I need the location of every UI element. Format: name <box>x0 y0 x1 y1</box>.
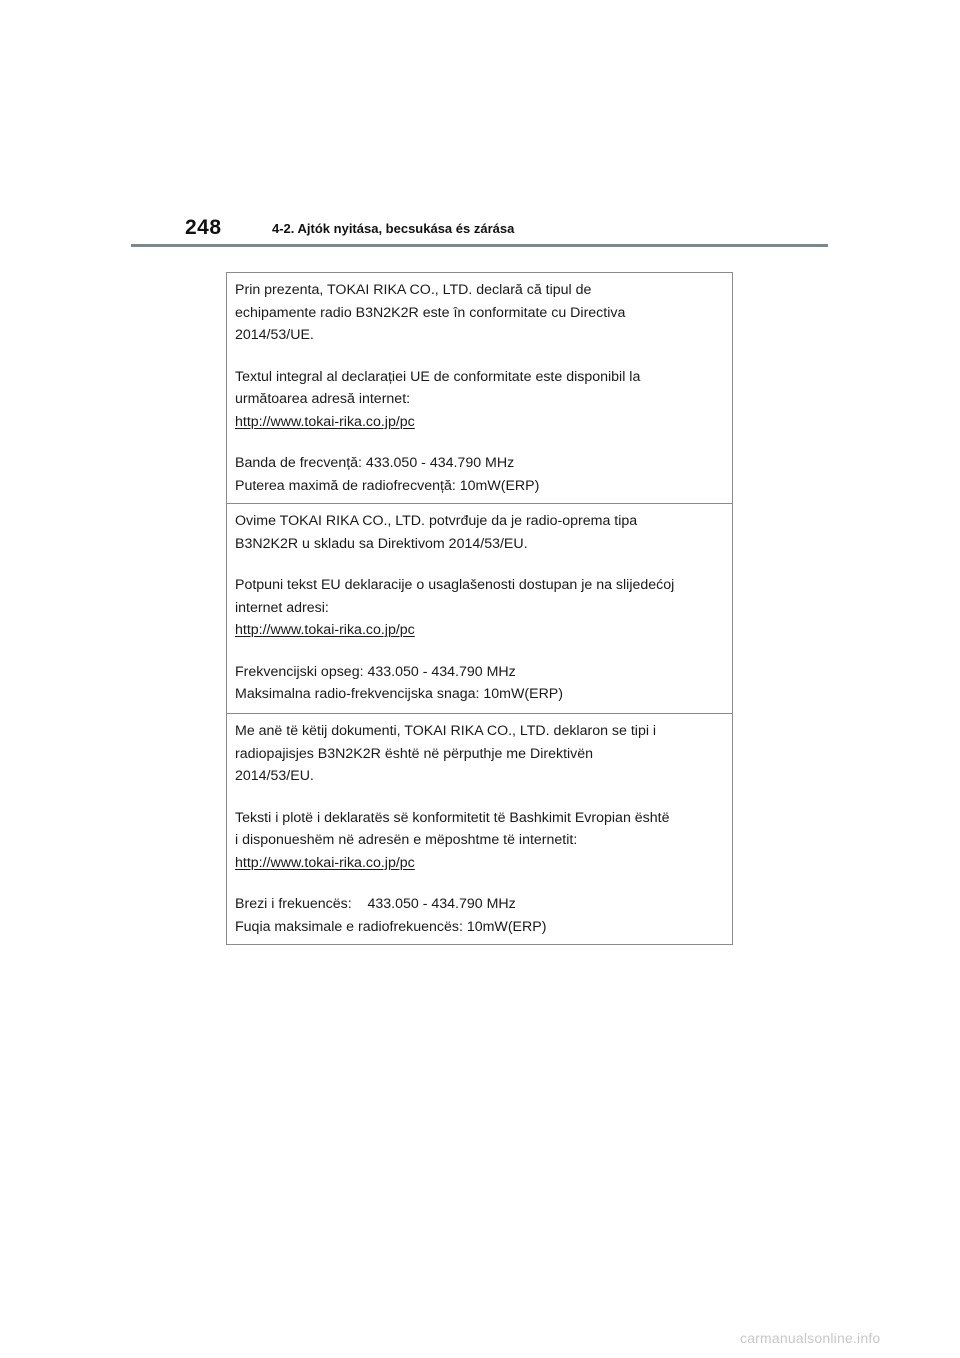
frequency-band-line: Brezi i frekuencës: 433.050 - 434.790 MHz <box>235 896 516 912</box>
header-divider <box>131 244 828 247</box>
declaration-section-albanian <box>227 714 732 944</box>
declaration-line: B3N2K2R u skladu sa Direktivom 2014/53/EU. <box>235 535 528 552</box>
declaration-box <box>226 272 733 945</box>
declaration-line: 2014/53/EU. <box>235 768 314 784</box>
declaration-line: Prin prezenta, TOKAI RIKA CO., LTD. declară că tipul de <box>235 282 592 298</box>
availability-line: următoarea adresă internet: <box>235 391 411 407</box>
declaration-url-link[interactable]: http://www.tokai-rika.co.jp/pc <box>235 622 415 638</box>
declaration-line: echipamente radio B3N2K2R este în conformitate cu Directiva <box>235 304 626 321</box>
declaration-url-link[interactable]: http://www.tokai-rika.co.jp/pc <box>235 413 415 430</box>
frequency-band-line: Banda de frecvență: 433.050 - 434.790 MHz <box>235 455 515 471</box>
section-title: 4-2. Ajtók nyitása, becsukása és zárása <box>272 221 515 236</box>
max-power-line: Maksimalna radio-frekvencijska snaga: 10mW(ERP) <box>235 686 563 702</box>
page-number: 248 <box>185 216 222 239</box>
availability-line: Teksti i plotë i deklaratës së konformitetit të Bashkimit Evropian është <box>235 809 670 826</box>
declaration-section-romanian <box>227 273 732 504</box>
declaration-line: Ovime TOKAI RIKA CO., LTD. potvrđuje da je radio-oprema tipa <box>235 513 638 529</box>
max-power-line: Fuqia maksimale e radiofrekuencës: 10mW(ERP) <box>235 918 547 935</box>
availability-line: i disponueshëm në adresën e mëposhtme të internetit: <box>235 832 578 848</box>
max-power-line: Puterea maximă de radiofrecvență: 10mW(ERP) <box>235 477 540 494</box>
availability-line: Textul integral al declarației UE de conformitate este disponibil la <box>235 368 641 385</box>
declaration-url-link[interactable]: http://www.tokai-rika.co.jp/pc <box>235 854 415 871</box>
declaration-line: Me anë të këtij dokumenti, TOKAI RIKA CO., LTD. deklaron se tipi i <box>235 723 657 739</box>
frequency-band-line: Frekvencijski opseg: 433.050 - 434.790 MHz <box>235 663 516 680</box>
declaration-line: 2014/53/UE. <box>235 327 314 343</box>
page-header <box>183 214 828 248</box>
watermark: carmanualsonline.info <box>740 1330 881 1346</box>
declaration-line: radiopajisjes B3N2K2R është në përputhje me Direktivën <box>235 745 594 762</box>
availability-line: Potpuni tekst EU deklaracije o usaglašenosti dostupan je na slijedećoj <box>235 577 675 593</box>
declaration-section-croatian <box>227 504 732 714</box>
availability-line: internet adresi: <box>235 599 329 616</box>
